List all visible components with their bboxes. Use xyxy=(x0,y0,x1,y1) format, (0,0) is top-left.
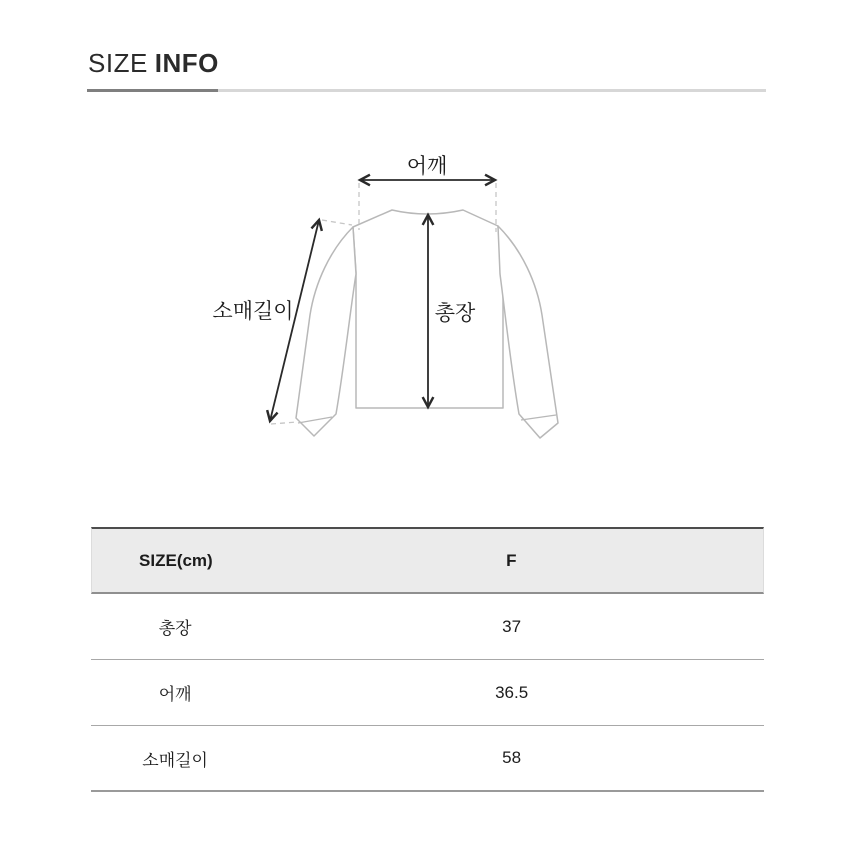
table-row xyxy=(91,594,764,660)
garment-right-sleeve xyxy=(498,226,558,438)
sleeve-guide-bottom xyxy=(271,422,297,424)
row-value-total-length: 37 xyxy=(502,616,522,636)
row-value-shoulder: 36.5 xyxy=(495,682,529,702)
row-label-total-length: 총장 xyxy=(158,619,192,638)
row-label-sleeve-length: 소매길이 xyxy=(142,750,208,770)
size-table-header-row xyxy=(91,527,764,594)
table-row xyxy=(91,660,764,726)
row-value-sleeve-length: 58 xyxy=(502,748,522,767)
garment-left-sleeve xyxy=(296,227,356,436)
total-length-label: 총장 xyxy=(434,302,476,325)
page-title-size: SIZE xyxy=(88,48,148,78)
sleeve-guide-top xyxy=(322,220,352,225)
size-table-header-value: F xyxy=(506,550,517,570)
page-title-info: INFO xyxy=(154,48,219,78)
table-row xyxy=(91,726,764,792)
shoulder-label: 어깨 xyxy=(406,155,448,178)
size-table xyxy=(91,527,764,792)
sleeve-length-label: 소매길이 xyxy=(212,300,294,323)
size-table-header-size: SIZE(cm) xyxy=(139,550,213,570)
row-label-shoulder: 어깨 xyxy=(158,685,192,704)
